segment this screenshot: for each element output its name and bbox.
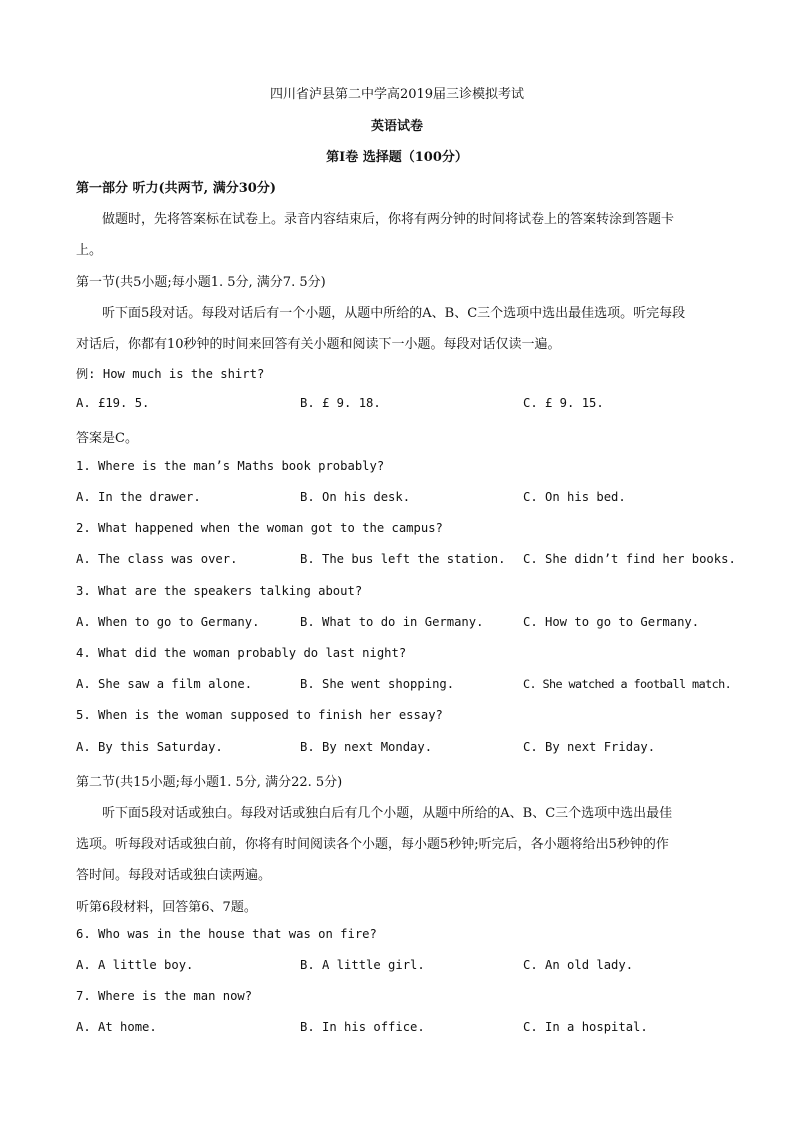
section2-instructions-line1: 听下面5段对话或独白。每段对话或独白后有几个小题，从题中所给的A、B、C三个选项中选出最佳 xyxy=(102,806,673,821)
part1-instructions-line2: 上。 xyxy=(76,243,103,258)
question-6-option-c: C. An old lady. xyxy=(523,958,634,972)
subject-title: 英语试卷 xyxy=(370,119,423,134)
question-5-option-c: C. By next Friday. xyxy=(523,740,656,754)
question-1-option-a: A. In the drawer. xyxy=(76,490,201,504)
part1-heading: 第一部分 听力(共两节, 满分30分) xyxy=(76,181,276,196)
question-4-option-b: B. She went shopping. xyxy=(300,677,455,691)
question-2-option-a: A. The class was over. xyxy=(76,552,238,566)
section1-instructions-line1: 听下面5段对话。每段对话后有一个小题，从题中所给的A、B、C三个选项中选出最佳选项。听完每段 xyxy=(102,306,686,321)
question-2-option-c: C. She didn’t find her books. xyxy=(523,552,736,566)
section1-heading: 第一节(共5小题;每小题1. 5分, 满分7. 5分) xyxy=(76,275,326,290)
question-1-option-c: C. On his bed. xyxy=(523,490,626,504)
question-3-option-c: C. How to go to Germany. xyxy=(523,615,700,629)
question-6-option-b: B. A little girl. xyxy=(300,958,425,972)
section2-heading: 第二节(共15小题;每小题1. 5分, 满分22. 5分) xyxy=(76,775,343,790)
question-3-option-b: B. What to do in Germany. xyxy=(300,615,484,629)
question-5-option-b: B. By next Monday. xyxy=(300,740,433,754)
school-title: 四川省泸县第二中学高2019届三诊模拟考试 xyxy=(269,87,525,102)
example-option-b: B. £ 9. 18. xyxy=(300,396,381,410)
question-5-option-a: A. By this Saturday. xyxy=(76,740,223,754)
example-answer: 答案是C。 xyxy=(76,431,138,446)
example-option-a: A. £19. 5. xyxy=(76,396,150,410)
part1-instructions-line1: 做题时，先将答案标在试卷上。录音内容结束后，你将有两分钟的时间将试卷上的答案转涂到答题卡 xyxy=(102,212,675,227)
question-6-option-a: A. A little boy. xyxy=(76,958,194,972)
question-2: 2. What happened when the woman got to the campus? xyxy=(76,521,443,535)
section1-instructions-line2: 对话后，你都有10秒钟的时间来回答有关小题和阅读下一小题。每段对话仅读一遍。 xyxy=(76,337,561,352)
question-7-option-c: C. In a hospital. xyxy=(523,1020,648,1034)
question-6: 6. Who was in the house that was on fire? xyxy=(76,927,377,941)
question-3-option-a: A. When to go to Germany. xyxy=(76,615,260,629)
example-question: 例: How much is the shirt? xyxy=(76,367,265,381)
question-3: 3. What are the speakers talking about? xyxy=(76,584,363,598)
question-4-option-a: A. She saw a film alone. xyxy=(76,677,253,691)
volume-title: 第Ⅰ卷 选择题（100分） xyxy=(326,150,468,165)
section2-instructions-line3: 答时间。每段对话或独白读两遍。 xyxy=(76,868,272,883)
example-option-c: C. £ 9. 15. xyxy=(523,396,604,410)
question-5: 5. When is the woman supposed to finish her essay? xyxy=(76,708,443,722)
question-2-option-b: B. The bus left the station. xyxy=(300,552,506,566)
question-7-option-a: A. At home. xyxy=(76,1020,157,1034)
section2-instructions-line2: 选项。听每段对话或独白前，你将有时间阅读各个小题，每小题5秒钟;听完后，各小题将给出5秒钟的作 xyxy=(76,837,669,852)
material-note: 听第6段材料，回答第6、7题。 xyxy=(76,900,257,915)
question-1: 1. Where is the man’s Maths book probably? xyxy=(76,459,385,473)
question-7: 7. Where is the man now? xyxy=(76,989,253,1003)
question-7-option-b: B. In his office. xyxy=(300,1020,425,1034)
question-1-option-b: B. On his desk. xyxy=(300,490,411,504)
question-4-option-c: C. She watched a football match. xyxy=(523,677,732,691)
question-4: 4. What did the woman probably do last night? xyxy=(76,646,407,660)
